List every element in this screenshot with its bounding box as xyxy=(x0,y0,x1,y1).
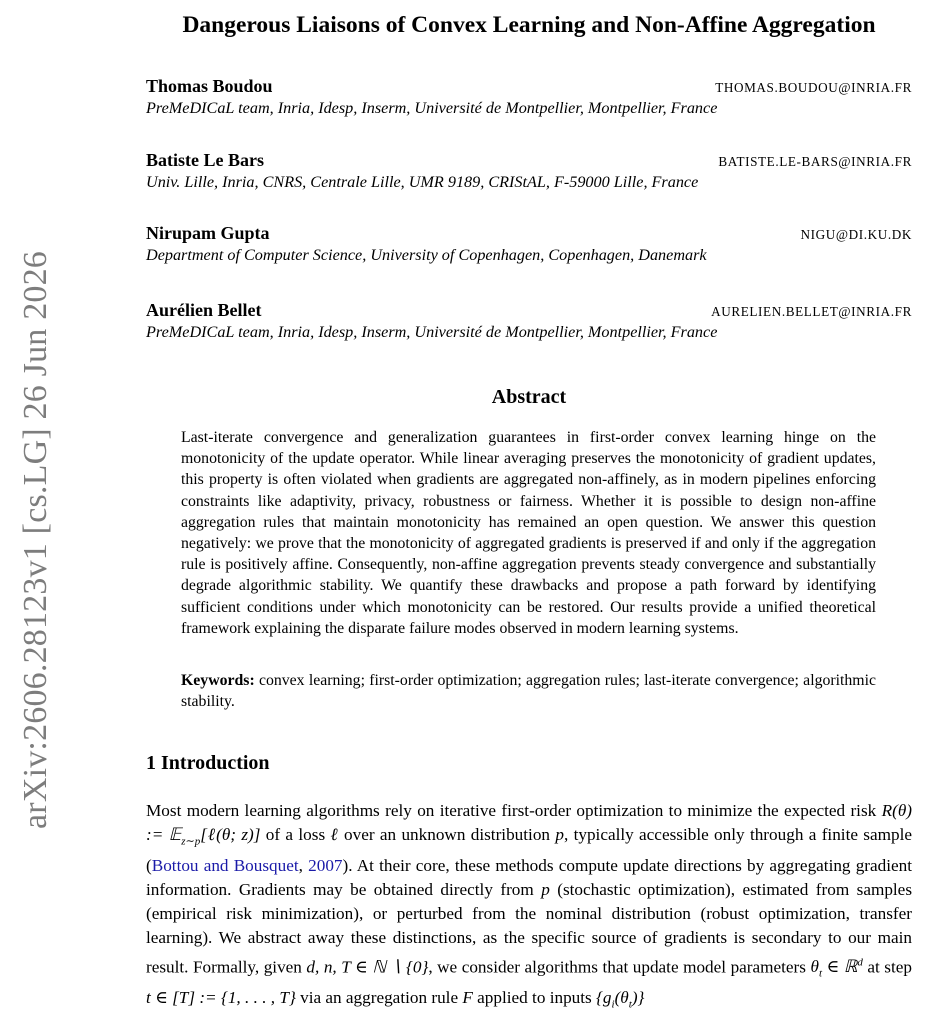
keywords-text: convex learning; first-order optimization; aggregation rules; last-iterate convergence; algorithmic stability. xyxy=(181,672,876,711)
math-risk: R(θ) := 𝔼$_{z\sim p}$[ℓ(θ; z)] xyxy=(146,801,912,848)
math-aggregation: F xyxy=(462,988,473,1008)
math-inputs: $\{g_i(\theta_t)\}$ xyxy=(596,988,645,1011)
author-email[interactable]: THOMAS.BOUDOU@INRIA.FR xyxy=(715,80,912,95)
arxiv-identifier: arXiv:2606.28123v1 [cs.LG] 26 Jun 2026 xyxy=(17,251,54,829)
abstract-heading: Abstract xyxy=(491,386,567,408)
author-affiliation: Department of Computer Science, University of Copenhagen, Copenhagen, Danemark xyxy=(146,246,707,264)
keywords-paragraph xyxy=(181,670,876,712)
intro-text: ). At their core, these methods compute update directions by aggregating gradient information. Gradients may be obtained directly from xyxy=(146,855,913,900)
author-block xyxy=(146,223,912,265)
abstract-text: Last-iterate convergence and generalization guarantees in first-order convex learning hinge on the monotonicity of the update operator. While linear averaging preserves the monotonicity of gradient updates, this property is often violated when gradients are aggregated non-affinely, as in modern pipelines enforcing constraints like adaptivity, privacy, robustness or fairness. Whether it is possible to design non-affine aggregation rules that maintain monotonicity has remained an open question. We answer this question negatively: we prove that the monotonicity of aggregated gradients is preserved if and only if the aggregation rule is positively affine. Consequently, non-affine aggregation prevents steady convergence and substantially degrade algorithmic stability. We quantify these drawbacks and propose a path forward by identifying sufficient conditions under which monotonicity can be restored. Our results provide a unified theoretical framework explaining the disparate failure modes observed in modern learning systems. xyxy=(181,429,876,637)
intro-text: applied to inputs xyxy=(472,988,597,1008)
intro-text: (stochastic optimization), estimated from samples (empirical risk minimization), or perturbed from the nominal distribution (robust optimization, transfer learning). We abstract away these distinctions, as the specific source of gradients is secondary to our main result. Formally, given xyxy=(146,880,913,977)
intro-text: over an unknown distribution xyxy=(338,825,556,845)
intro-text: at step xyxy=(862,957,912,977)
intro-text: Most modern learning algorithms rely on iterative first-order optimization to minimize the expected risk xyxy=(146,801,882,820)
author-block xyxy=(146,150,912,192)
author-email[interactable]: AURELIEN.BELLET@INRIA.FR xyxy=(711,304,912,319)
author-name: Nirupam Gupta xyxy=(146,223,270,243)
math-steps: t ∈ [T] := {1, . . . , T} xyxy=(146,988,296,1008)
intro-text: of a loss xyxy=(260,825,331,845)
math-loss: ℓ xyxy=(330,825,339,845)
math-theta: $\theta_t$ ∈ ℝ$^d$ xyxy=(810,956,863,980)
math-distribution: p xyxy=(541,880,550,900)
author-block xyxy=(146,76,912,118)
author-name: Batiste Le Bars xyxy=(146,150,264,170)
section-heading: 1 Introduction xyxy=(146,752,270,774)
math-distribution: p xyxy=(555,825,564,845)
intro-text: via an aggregation rule xyxy=(295,988,463,1008)
author-affiliation: Univ. Lille, Inria, CNRS, Centrale Lille, UMR 9189, CRIStAL, F-59000 Lille, France xyxy=(146,173,699,191)
author-email[interactable]: BATISTE.LE-BARS@INRIA.FR xyxy=(718,154,912,169)
keywords-label: Keywords: xyxy=(181,672,255,689)
arxiv-sidebar xyxy=(17,230,54,850)
paper-title: Dangerous Liaisons of Convex Learning and Non-Affine Aggregation xyxy=(182,12,876,38)
intro-text: , we consider algorithms that update model parameters xyxy=(428,957,811,977)
author-affiliation: PreMeDICaL team, Inria, Idesp, Inserm, Université de Montpellier, Montpellier, France xyxy=(146,99,718,117)
author-name: Thomas Boudou xyxy=(146,76,273,96)
intro-text: , typically accessible only through a finite sample ( xyxy=(146,825,912,875)
author-affiliation: PreMeDICaL team, Inria, Idesp, Inserm, Université de Montpellier, Montpellier, France xyxy=(146,323,718,341)
author-name: Aurélien Bellet xyxy=(146,300,262,320)
author-block xyxy=(146,300,912,342)
math-dims: d, n, T ∈ ℕ ∖ {0} xyxy=(306,957,429,977)
intro-paragraph xyxy=(146,799,912,1017)
author-email[interactable]: NIGU@DI.KU.DK xyxy=(800,227,912,242)
citation-link[interactable]: Bottou and Bousquet, 2007 xyxy=(151,855,343,875)
